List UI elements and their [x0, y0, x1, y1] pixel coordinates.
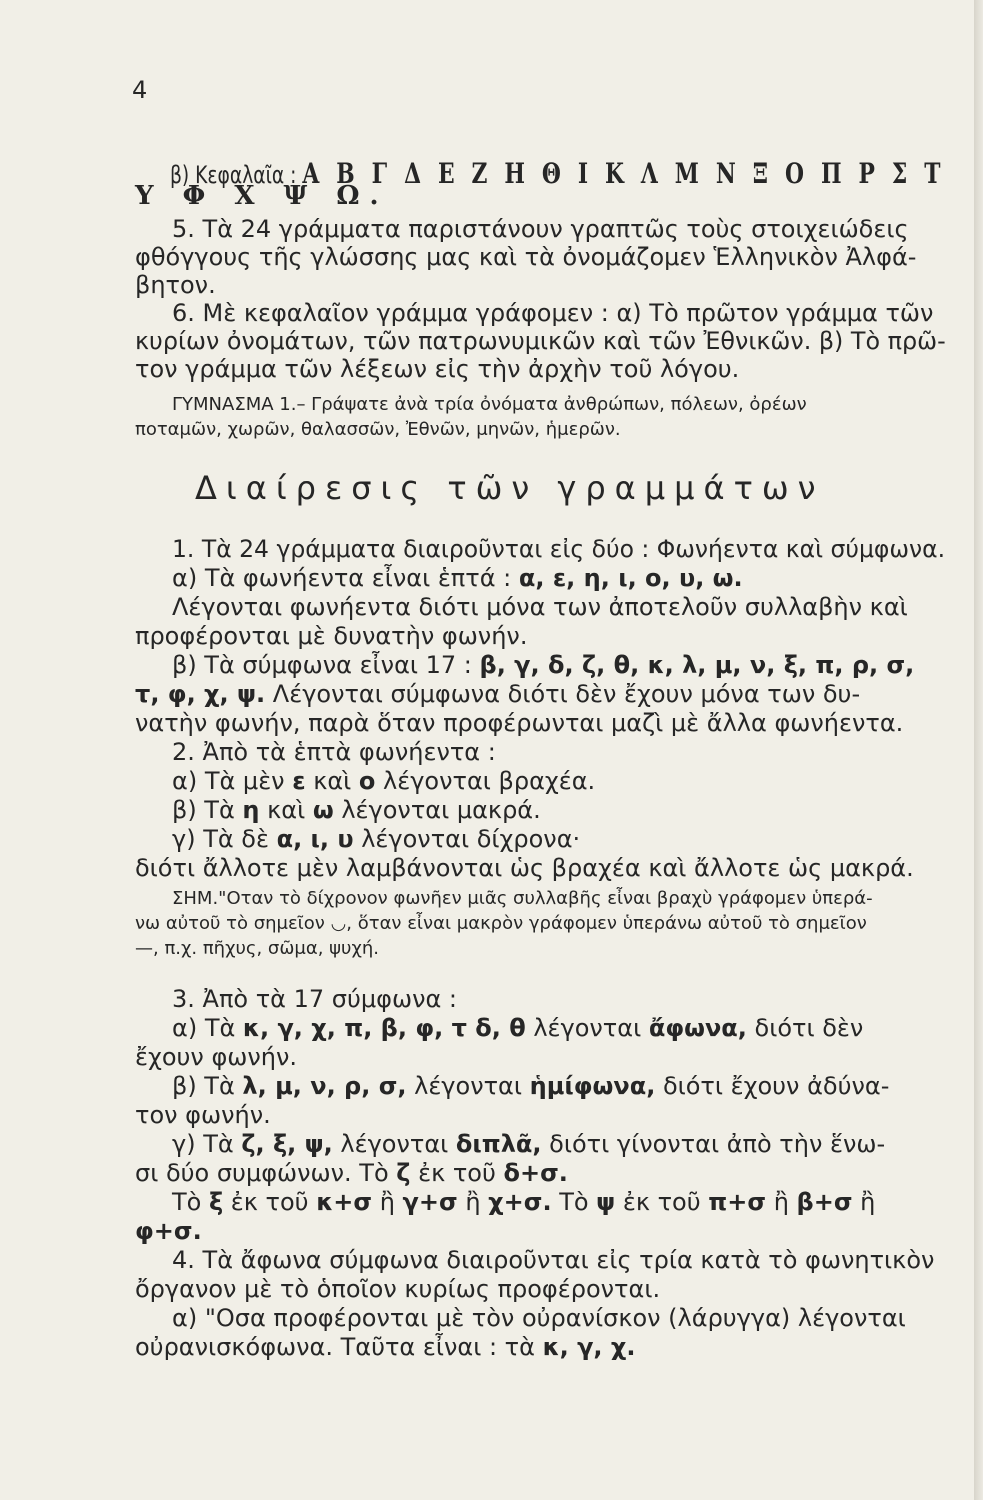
- text-line: [135, 1161, 568, 1185]
- text-span: κ, γ, χ.: [542, 1333, 636, 1361]
- text-line: [135, 183, 389, 209]
- text-span: ἢ: [852, 1188, 876, 1216]
- text-span: 6. Μὲ κεφαλαῖον γράμμα γράφομεν : α) Τὸ πρῶτον γράμμα τῶν: [172, 299, 934, 327]
- text-line: [135, 273, 216, 297]
- text-line: [135, 1045, 297, 1069]
- text-span: λέγονται μακρά.: [333, 796, 541, 824]
- text-span: ο: [358, 767, 376, 795]
- text-line: [172, 890, 873, 908]
- text-span: η: [242, 796, 260, 824]
- text-span: —, π.χ. πῆχυς, σῶμα, ψυχή.: [135, 938, 379, 959]
- text-line: [135, 856, 914, 880]
- text-span: Διαίρεσις τῶν γραμμάτων: [195, 469, 825, 507]
- text-span: β, γ, δ, ζ, θ, κ, λ, μ, ν, ξ, π, ρ, σ,: [479, 651, 915, 679]
- text-span: α) Τὰ μὲν: [172, 767, 293, 795]
- text-span: 2. Ἀπὸ τὰ ἑπτὰ φωνήεντα :: [172, 738, 496, 766]
- text-span: κυρίων ὀνομάτων, τῶν πατρωνυμικῶν καὶ τῶν Ἐθνικῶν. β) Τὸ πρῶ-: [135, 327, 946, 355]
- text-span: ἢ: [457, 1188, 489, 1216]
- text-span: δ+σ.: [503, 1159, 568, 1187]
- text-line: [172, 1074, 889, 1098]
- text-line: [172, 653, 914, 677]
- text-span: νω αὐτοῦ τὸ σημεῖον ◡, ὅταν εἶναι μακρὸν γράφομεν ὑπεράνω αὐτοῦ τὸ σημεῖον: [135, 913, 867, 934]
- text-span: ἐκ τοῦ: [410, 1159, 504, 1187]
- text-line: [135, 682, 860, 706]
- text-span: ζ, ξ, ψ,: [241, 1130, 333, 1158]
- text-span: λέγονται: [406, 1072, 530, 1100]
- text-span: β) Τὰ: [172, 796, 243, 824]
- text-span: ψ: [596, 1188, 616, 1216]
- text-span: Τὸ: [172, 1188, 209, 1216]
- text-line: [172, 396, 807, 414]
- text-line: [172, 1016, 863, 1040]
- text-span: ἔχουν φωνήν.: [135, 1043, 298, 1071]
- text-span: ΓΥΜΝΑΣΜΑ 1.– Γράψατε ἀνὰ τρία ὀνόματα ἀνθρώπων, πόλεων, ὀρέων: [172, 394, 807, 415]
- text-span: ποταμῶν, χωρῶν, θαλασσῶν, Ἐθνῶν, μηνῶν, ἡμερῶν.: [135, 419, 621, 440]
- text-span: ἢ: [372, 1188, 403, 1216]
- text-span: χ+σ.: [488, 1188, 552, 1216]
- text-span: Τὸ: [551, 1188, 597, 1216]
- text-line: [172, 987, 457, 1011]
- text-span: 1. Τὰ 24 γράμματα διαιροῦνται εἰς δύο : Φωνήεντα καὶ σύμφωνα.: [172, 535, 946, 563]
- text-line: [135, 1277, 660, 1301]
- text-span: καὶ: [305, 767, 359, 795]
- page-number: 4: [132, 76, 148, 104]
- text-span: ω: [312, 796, 334, 824]
- text-span: α) Τὰ: [172, 1014, 243, 1042]
- text-span: φθόγγους τῆς γλώσσης μας καὶ τὰ ὀνομάζομεν Ἑλληνικὸν Ἀλφά-: [135, 243, 917, 271]
- text-line: [135, 1219, 202, 1243]
- page-edge-shadow: [974, 0, 983, 1500]
- text-span: β) Κεφαλαῖα :: [170, 161, 303, 189]
- text-span: βητον.: [135, 271, 216, 299]
- text-line: [172, 566, 743, 590]
- text-span: 4. Τὰ ἄφωνα σύμφωνα διαιροῦνται εἰς τρία κατὰ τὸ φωνητικὸν: [172, 1246, 935, 1274]
- text-line: [135, 357, 739, 381]
- text-line: [135, 624, 527, 648]
- text-span: α) "Οσα προφέρονται μὲ τὸν οὐρανίσκον (λάρυγγα) λέγονται: [172, 1304, 906, 1332]
- text-span: Λέγονται φωνήεντα διότι μόνα των ἀποτελοῦν συλλαβὴν καὶ: [172, 593, 908, 621]
- text-span: λέγονται: [525, 1014, 649, 1042]
- text-line: [172, 301, 933, 325]
- text-line: [172, 537, 945, 561]
- text-span: ἡμίφωνα,: [529, 1072, 656, 1100]
- text-span: 5. Τὰ 24 γράμματα παριστάνουν γραπτῶς τοὺς στοιχειώδεις: [172, 215, 909, 243]
- text-line: [172, 1248, 934, 1272]
- text-line: [172, 740, 496, 764]
- text-line: [172, 1190, 875, 1214]
- text-span: διότι δὲν: [746, 1014, 864, 1042]
- text-line: [135, 245, 916, 269]
- text-span: διότι ἄλλοτε μὲν λαμβάνονται ὡς βραχέα καὶ ἄλλοτε ὡς μακρά.: [135, 854, 914, 882]
- text-span: διότι γίνονται ἀπὸ τὴν ἕνω-: [541, 1130, 886, 1158]
- text-line: [172, 769, 595, 793]
- text-line: [172, 1306, 906, 1330]
- text-span: τον φωνήν.: [135, 1101, 271, 1129]
- text-line: [172, 827, 580, 851]
- text-span: λέγονται: [332, 1130, 456, 1158]
- text-span: ΣΗΜ."Οταν τὸ δίχρονον φωνῆεν μιᾶς συλλαβῆς εἶναι βραχὺ γράφομεν ὑπερά-: [172, 888, 873, 909]
- text-span: καὶ: [259, 796, 313, 824]
- text-span: διπλᾶ,: [455, 1130, 542, 1158]
- text-line: [135, 1335, 636, 1359]
- text-span: τον γράμμα τῶν λέξεων εἰς τὴν ἀρχὴν τοῦ λόγου.: [135, 355, 740, 383]
- text-span: γ+σ: [402, 1188, 458, 1216]
- text-line: [172, 217, 909, 241]
- text-span: νατὴν φωνήν, παρὰ ὅταν προφέρωνται μαζὶ μὲ ἄλλα φωνήεντα.: [135, 709, 904, 737]
- text-span: ε: [292, 767, 306, 795]
- text-span: Λέγονται σύμφωνα διότι δὲν ἔχουν μόνα των δυ-: [265, 680, 861, 708]
- text-span: κ+σ: [316, 1188, 373, 1216]
- text-span: α, ι, υ: [276, 825, 354, 853]
- text-line: [135, 329, 946, 353]
- text-span: ξ: [208, 1188, 224, 1216]
- text-span: α) Τὰ φωνήεντα εἶναι ἑπτά :: [172, 564, 519, 592]
- text-line: [172, 798, 541, 822]
- text-span: Υ Φ Χ Ψ Ω.: [135, 181, 389, 211]
- text-span: β+σ: [796, 1188, 853, 1216]
- text-span: α, ε, η, ι, ο, υ, ω.: [518, 564, 743, 592]
- text-span: φ+σ.: [135, 1217, 202, 1245]
- text-span: λέγονται βραχέα.: [375, 767, 596, 795]
- text-span: ὄργανον μὲ τὸ ὁποῖον κυρίως προφέρονται.: [135, 1275, 661, 1303]
- text-line: [172, 1132, 885, 1156]
- text-line: [135, 421, 621, 439]
- text-span: β) Τὰ σύμφωνα εἶναι 17 :: [172, 651, 480, 679]
- text-span: γ) Τὰ: [172, 1130, 242, 1158]
- text-span: β) Τὰ: [172, 1072, 243, 1100]
- text-line: [135, 1103, 271, 1127]
- text-span: ζ: [396, 1159, 411, 1187]
- text-span: σι δύο συμφώνων. Τὸ: [135, 1159, 397, 1187]
- text-span: π+σ: [708, 1188, 767, 1216]
- text-span: προφέρονται μὲ δυνατὴν φωνήν.: [135, 622, 528, 650]
- text-span: οὐρανισκόφωνα. Ταῦτα εἶναι : τὰ: [135, 1333, 543, 1361]
- text-span: τ, φ, χ, ψ.: [135, 680, 266, 708]
- text-line: [172, 595, 908, 619]
- text-line: [195, 469, 825, 507]
- text-span: γ) Τὰ δὲ: [172, 825, 277, 853]
- text-span: Α Β Γ Δ Ε Ζ Η Θ Ι Κ Λ Μ Ν Ξ Ο Π Ρ Σ Τ: [302, 157, 946, 190]
- text-span: λ, μ, ν, ρ, σ,: [242, 1072, 407, 1100]
- text-span: ἐκ τοῦ: [615, 1188, 709, 1216]
- text-span: λέγονται δίχρονα·: [353, 825, 581, 853]
- text-span: ἄφωνα,: [648, 1014, 747, 1042]
- text-span: διότι ἔχουν ἀδύνα-: [655, 1072, 890, 1100]
- text-span: ἢ: [766, 1188, 797, 1216]
- text-line: [135, 940, 379, 958]
- text-span: ἐκ τοῦ: [223, 1188, 317, 1216]
- text-span: κ, γ, χ, π, β, φ, τ δ, θ: [242, 1014, 526, 1042]
- text-line: [135, 915, 867, 933]
- text-line: [135, 711, 903, 735]
- text-span: 3. Ἀπὸ τὰ 17 σύμφωνα :: [172, 985, 458, 1013]
